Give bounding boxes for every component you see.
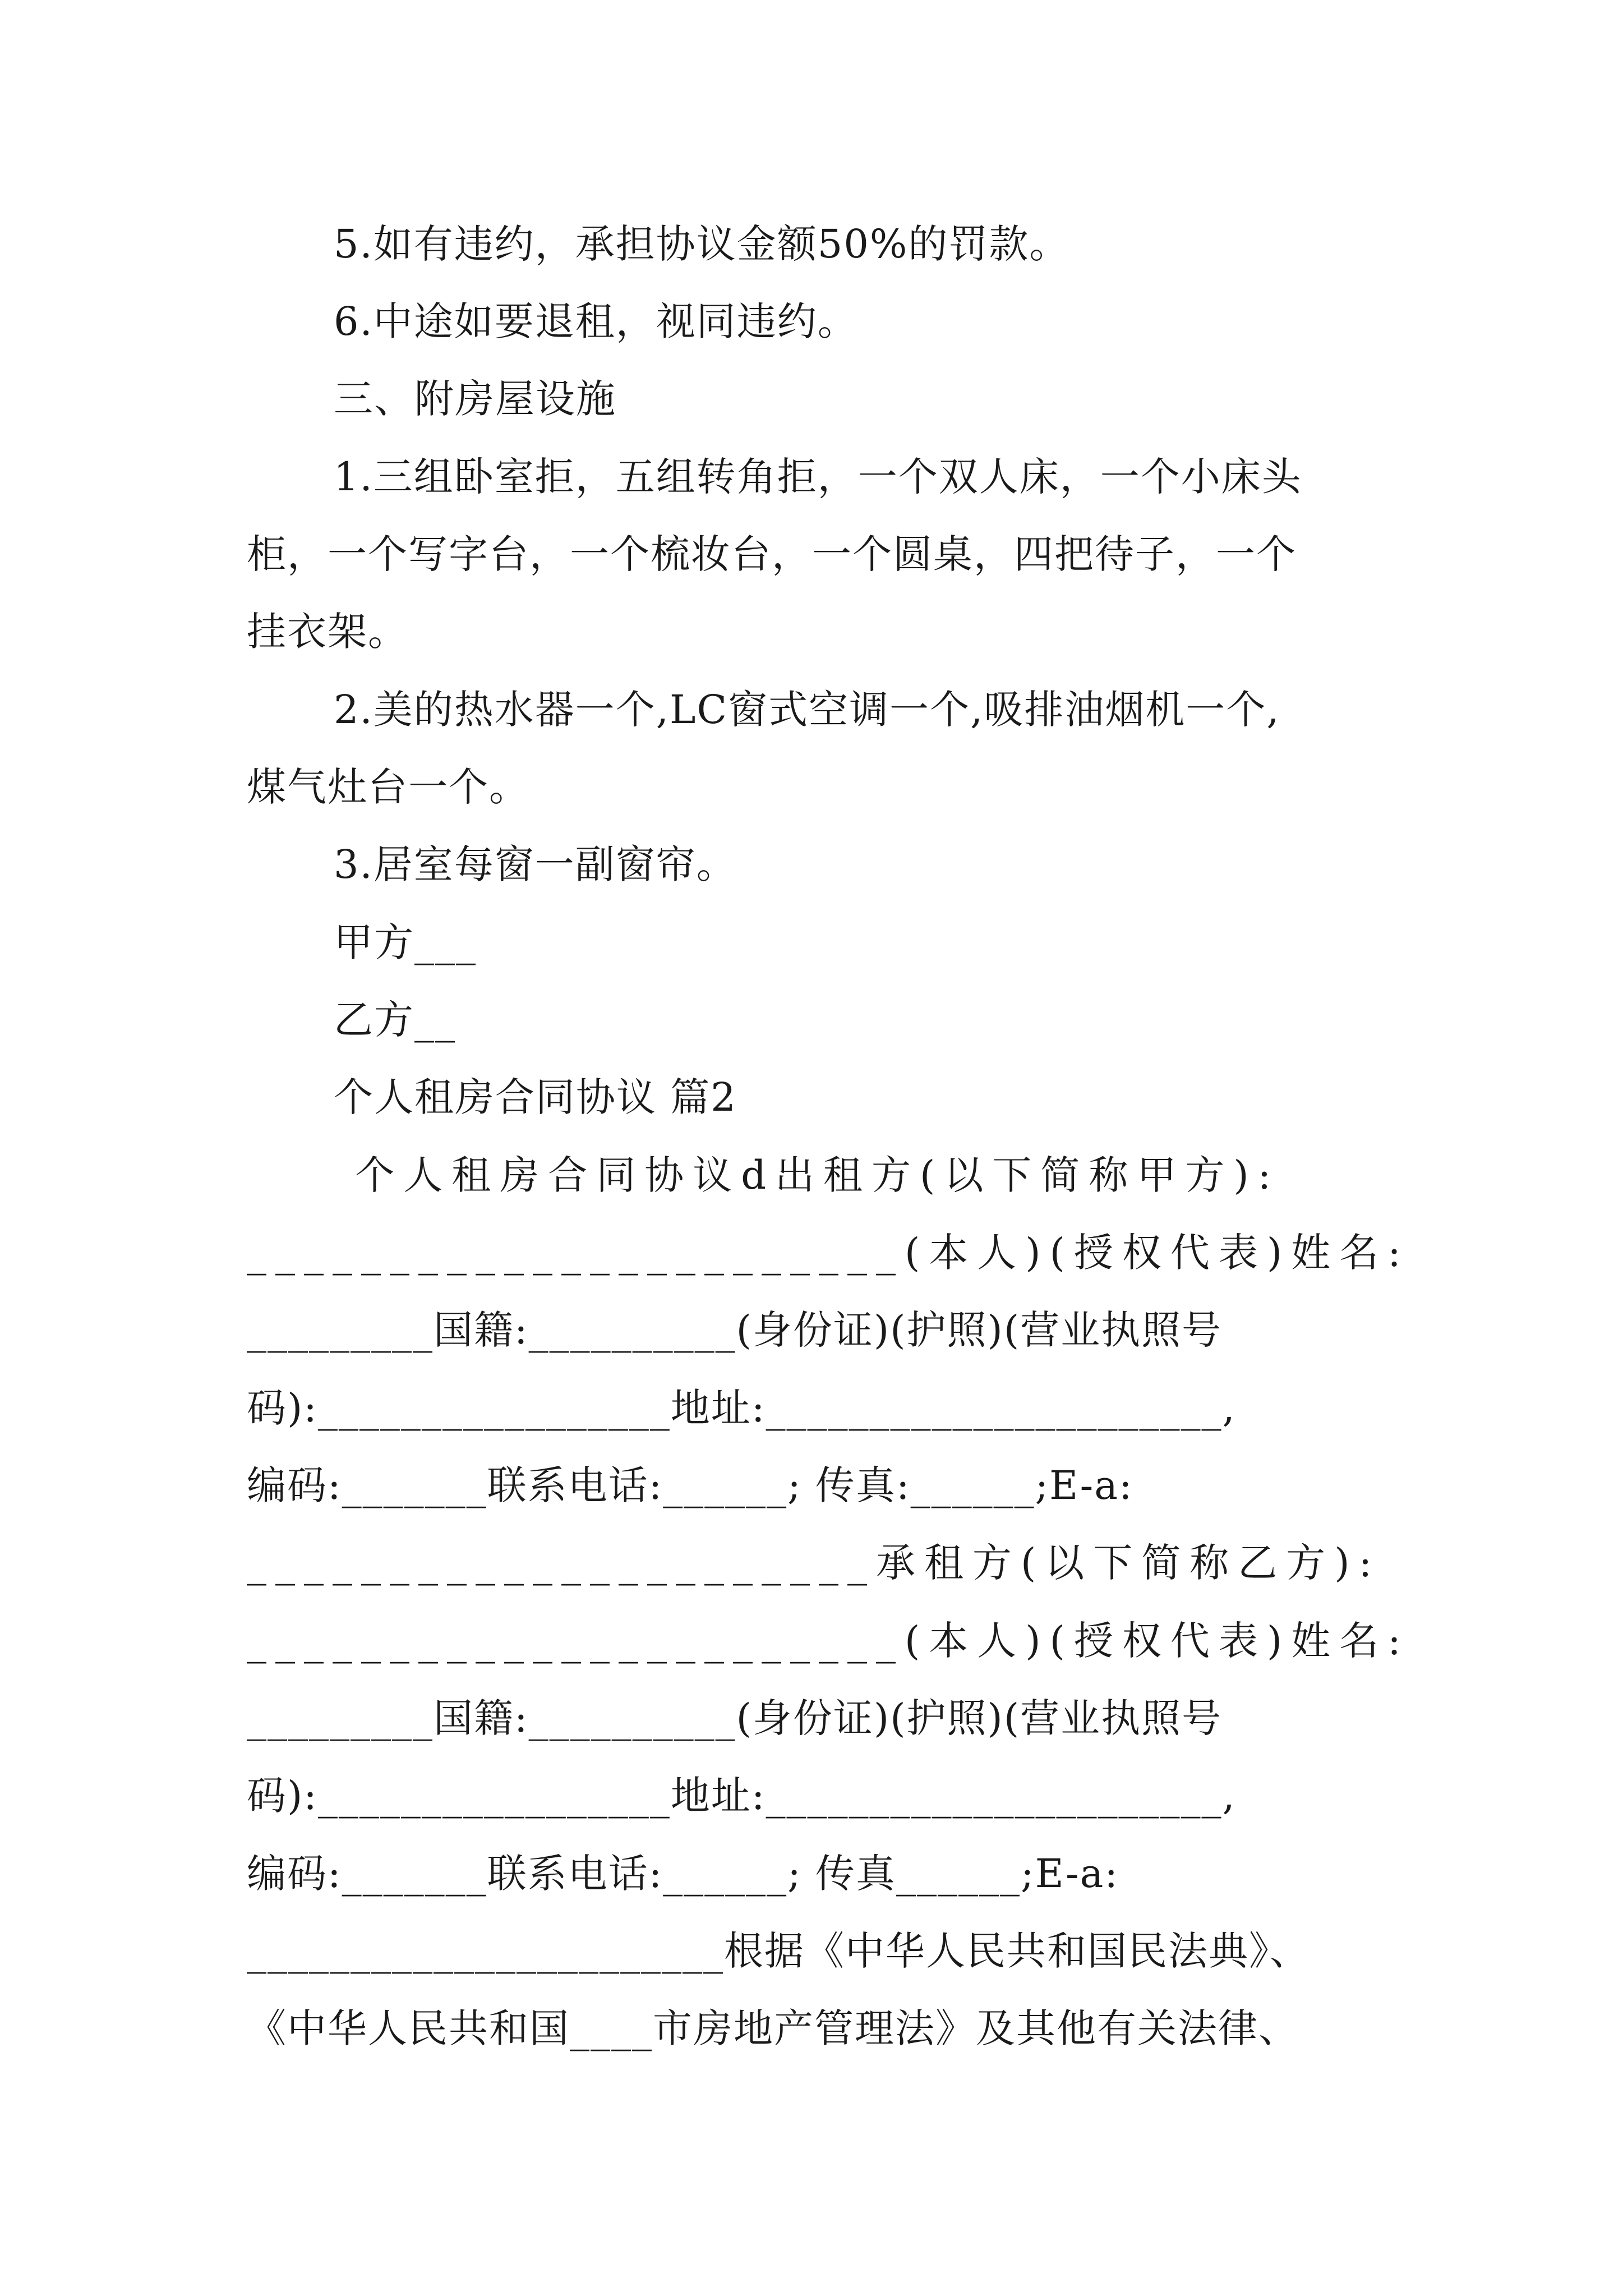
text-line: ______________________承租方(以下简称乙方): bbox=[247, 1540, 1381, 1586]
text-line: 编码:_______联系电话:______; 传真:______;E-a: bbox=[247, 1462, 1133, 1508]
text-line: _________国籍:__________(身份证)(护照)(营业执照号 bbox=[247, 1307, 1223, 1353]
text-line: 6.中途如要退租，视同违约。 bbox=[334, 298, 858, 344]
signature-line-party-a: 甲方___ bbox=[334, 919, 477, 965]
text-line: 1.三组卧室拒，五组转角拒，一个双人床，一个小床头 bbox=[334, 454, 1302, 500]
text-line: 三、附房屋设施 bbox=[334, 376, 616, 422]
text-line: 码):_________________地址:______________________, bbox=[247, 1385, 1236, 1431]
text-line: 2.美的热水器一个,LC窗式空调一个,吸排油烟机一个, bbox=[334, 687, 1280, 733]
text-line: _______________________(本人)(授权代表)姓名: bbox=[247, 1230, 1410, 1276]
text-line: 《中华人民共和国____市房地产管理法》及其他有关法律、 bbox=[247, 2005, 1299, 2051]
text-line: 编码:_______联系电话:______; 传真______;E-a: bbox=[247, 1851, 1119, 1897]
text-line: 柜，一个写字台，一个梳妆台，一个圆桌，四把待子，一个 bbox=[247, 531, 1297, 577]
text-line: _______________________(本人)(授权代表)姓名: bbox=[247, 1618, 1410, 1664]
text-line: 个人租房合同协议d出租方(以下简称甲方): bbox=[334, 1152, 1280, 1198]
text-line: 挂衣架。 bbox=[247, 609, 408, 655]
text-line: 煤气灶台一个。 bbox=[247, 764, 529, 810]
signature-line-party-b: 乙方__ bbox=[334, 997, 456, 1043]
text-line: _________国籍:__________(身份证)(护照)(营业执照号 bbox=[247, 1695, 1223, 1741]
text-line: _______________________根据《中华人民共和国民法典》、 bbox=[247, 1928, 1310, 1974]
section-heading: 个人租房合同协议 篇2 bbox=[334, 1074, 737, 1120]
text-line: 3.居室每窗一副窗帘。 bbox=[334, 841, 737, 887]
text-line: 5.如有违约，承担协议金额50%的罚款。 bbox=[334, 221, 1070, 267]
text-line: 码):_________________地址:______________________, bbox=[247, 1773, 1236, 1819]
